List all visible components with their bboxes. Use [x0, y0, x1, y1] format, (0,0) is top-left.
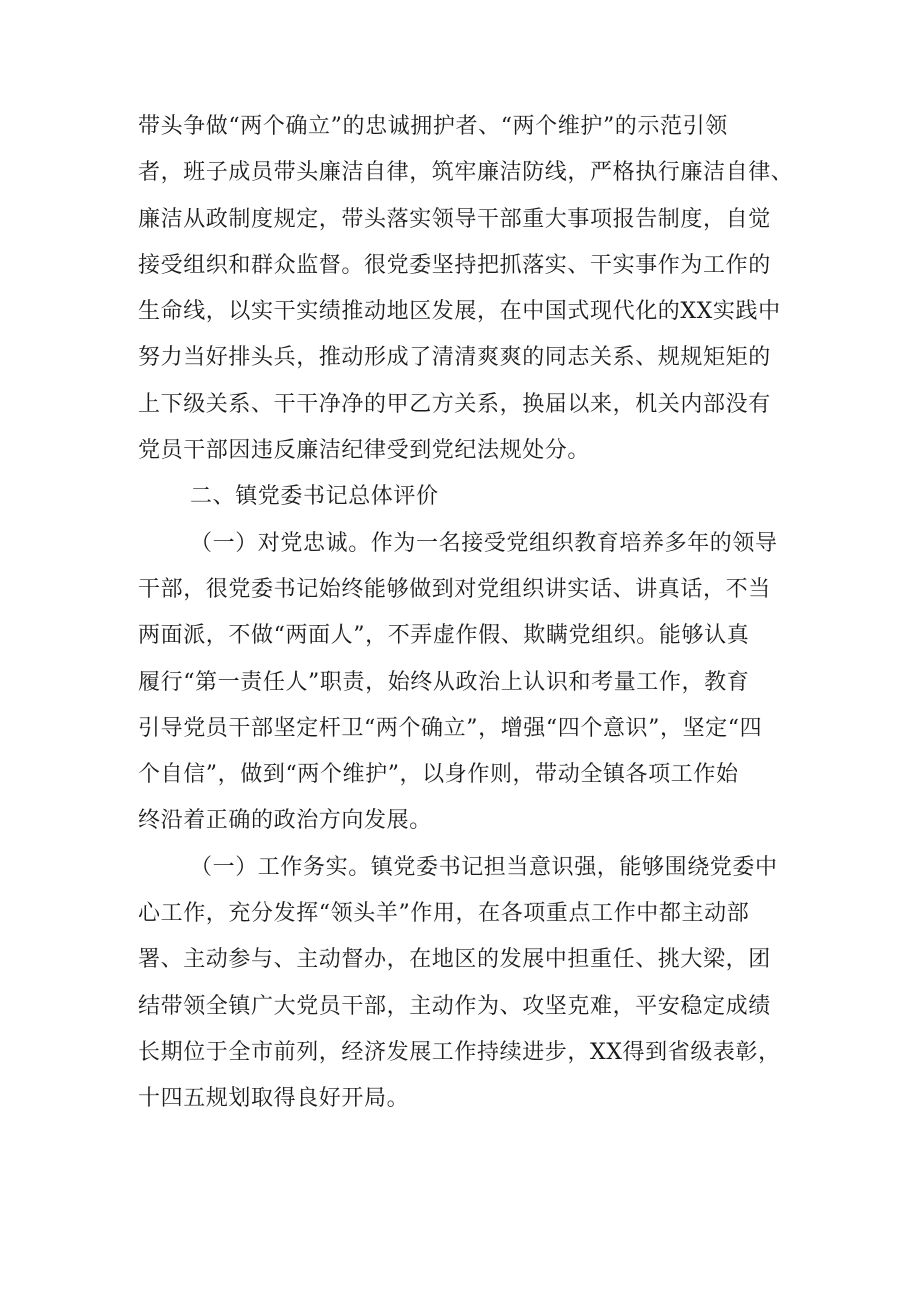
text-line: （一）对党忠诚。作为一名接受党组织教育培养多年的领导 [190, 530, 778, 556]
section-heading: 二、镇党委书记总体评价 [190, 484, 439, 510]
text-line: 上下级关系、干干净净的甲乙方关系，换届以来，机关内部没有 [138, 391, 771, 417]
text-line: （一）工作务实。镇党委书记担当意识强，能够围绕党委中 [190, 854, 778, 880]
text-line: 心工作，充分发挥“领头羊”作用，在各项重点工作中都主动部 [138, 901, 750, 927]
text-line: 两面派，不做“两面人”，不弄虚作假、欺瞒党组织。能够认真 [138, 623, 750, 649]
text-line: 署、主动参与、主动督办，在地区的发展中担重任、挑大梁，团 [138, 947, 771, 973]
text-line: 个自信”，做到“两个维护”，以身作则，带动全镇各项工作始 [138, 762, 739, 788]
text-line: 生命线，以实干实绩推动地区发展，在中国式现代化的XX实践中 [138, 299, 781, 325]
text-line: 引导党员干部坚定杆卫“两个确立”，增强“四个意识”，坚定“四 [138, 715, 763, 741]
document-body [138, 104, 794, 1123]
text-line: 履行“第一责任人”职责，始终从政治上认识和考量工作，教育 [138, 669, 750, 695]
text-line: 带头争做“两个确立”的忠诚拥护者、“两个维护”的示范引领 [138, 114, 728, 139]
text-line: 者，班子成员带头廉洁自律，筑牢廉洁防线，严格执行廉洁自律、 [138, 160, 794, 186]
text-line: 终沿着正确的政治方向发展。 [138, 808, 432, 834]
text-line: 努力当好排头兵，推动形成了清清爽爽的同志关系、规规矩矩的 [138, 345, 771, 371]
text-line: 干部，很党委书记始终能够做到对党组织讲实话、讲真话，不当 [138, 576, 771, 602]
text-line: 廉洁从政制度规定，带头落实领导干部重大事项报告制度，自觉 [138, 206, 771, 232]
text-line: 十四五规划取得良好开局。 [138, 1086, 410, 1112]
text-line: 接受组织和群众监督。很党委坚持把抓落实、干实事作为工作的 [138, 252, 771, 278]
text-line: 结带领全镇广大党员干部，主动作为、攻坚克难，平安稳定成绩 [138, 993, 771, 1019]
text-line: 长期位于全市前列，经济发展工作持续进步，XX得到省级表彰， [138, 1039, 781, 1065]
text-line: 党员干部因违反廉洁纪律受到党纪法规处分。 [138, 438, 591, 464]
